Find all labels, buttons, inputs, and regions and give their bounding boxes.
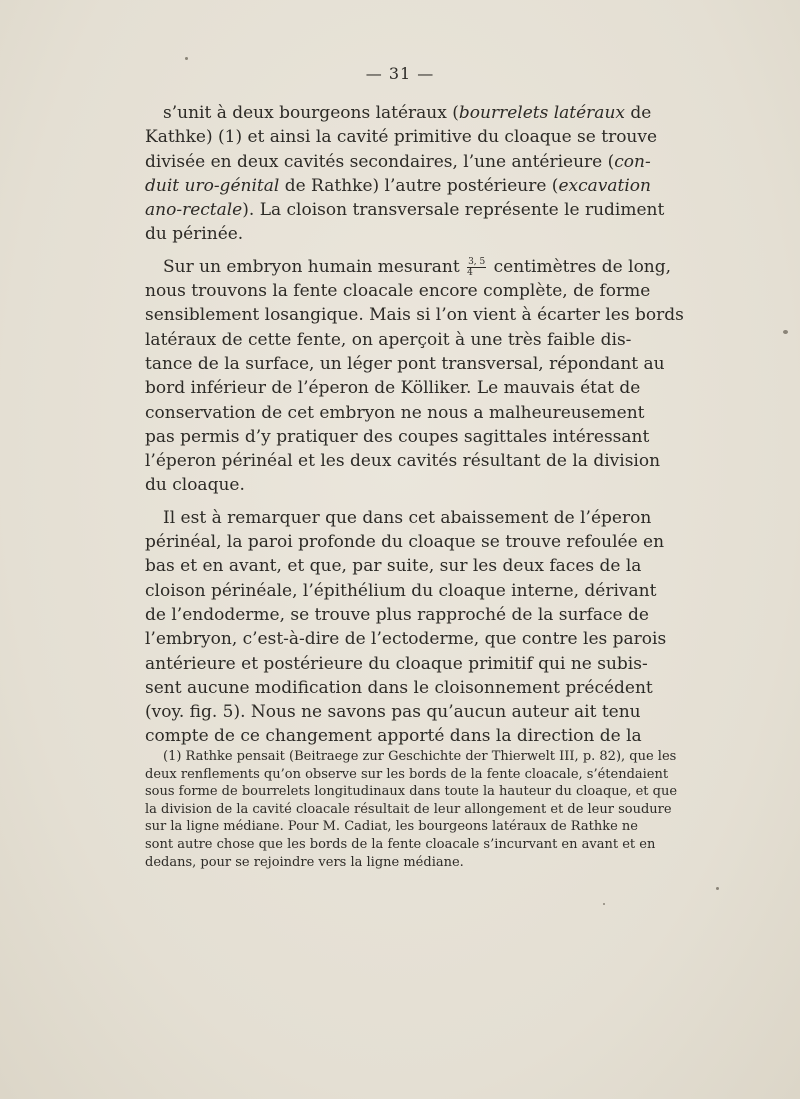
text-line: l’embryon, c’est-à-dire de l’ectoderme, que contre les parois [145, 629, 667, 650]
paragraph [145, 506, 667, 749]
paragraph [145, 255, 684, 498]
text-line: divisée en deux cavités secondaires, l’une antérieure (con- [145, 151, 651, 172]
paragraph-gap [145, 498, 617, 506]
footnote-line: sous forme de bourrelets longitudinaux dans toute la hauteur du cloaque, et que [145, 784, 678, 800]
footnote-line: deux renflements qu’on observe sur les bords de la fente cloacale, s’étendaient [145, 766, 669, 782]
paper-speck [783, 330, 788, 334]
text-line: nous trouvons la fente cloacale encore complète, de forme [145, 281, 651, 302]
paper-speck [603, 903, 605, 905]
italic-term: excavation [558, 175, 651, 196]
text-line: tance de la surface, un léger pont transversal, répondant au [145, 353, 665, 374]
text-line: Kathke) (1) et ainsi la cavité primitive du cloaque se trouve [145, 127, 658, 148]
text-line: du cloaque. [145, 475, 245, 496]
text-line: sent aucune modification dans le cloisonnement précédent [145, 677, 653, 698]
text-line: sensiblement losangique. Mais si l’on vient à écarter les bords [145, 305, 684, 326]
footnote-line: sont autre chose que les bords de la fente cloacale s’incurvant en avant et en [145, 836, 656, 852]
body-text [145, 101, 684, 749]
footnote-line: dedans, pour se rejoindre vers la ligne médiane. [145, 854, 464, 870]
text-line: ano-rectale). La cloison transversale représente le rudiment [145, 200, 665, 221]
italic-term: duit uro-génital [145, 175, 280, 196]
text-line: bord inférieur de l’éperon de Kölliker. Le mauvais état de [145, 378, 641, 399]
text-line: l’éperon périnéal et les deux cavités résultant de la division [145, 451, 661, 472]
italic-term: con- [614, 151, 651, 172]
fraction: $\frac{3, 5}{4}$ [467, 256, 486, 278]
paper-speck [185, 57, 188, 60]
text-line: latéraux de cette fente, on aperçoit à une très faible dis- [145, 329, 632, 350]
text-line: du périnée. [145, 224, 244, 245]
text-line: s’unit à deux bourgeons latéraux (bourrelets latéraux de [163, 103, 652, 123]
text-line: Il est à remarquer que dans cet abaissement de l’éperon [163, 507, 652, 528]
footnote-line: sur la ligne médiane. Pour M. Cadiat, les bourgeons latéraux de Rathke ne [145, 819, 638, 835]
paper-speck [716, 887, 719, 890]
text-line: conservation de cet embryon ne nous a malheureusement [145, 402, 645, 423]
text-line: duit uro-génital de Rathke) l’autre postérieure (excavation [145, 175, 651, 196]
text-line: compte de ce changement apporté dans la direction de la [145, 726, 642, 747]
text-line: de l’endoderme, se trouve plus rapproché de la surface de [145, 604, 649, 625]
footnote-line: la division de la cavité cloacale résultait de leur allongement et de leur soudure [145, 801, 672, 817]
text-line: pas permis d’y pratiquer des coupes sagittales intéressant [145, 426, 650, 447]
text-line: cloison périnéale, l’épithélium du cloaque interne, dérivant [145, 580, 657, 601]
paragraph-gap [145, 247, 617, 255]
paragraph [145, 101, 665, 247]
footnote [145, 748, 678, 871]
text-line: (voy. fig. 5). Nous ne savons pas qu’aucun auteur ait tenu [145, 702, 641, 723]
footnote-line: (1) Rathke pensait (Beitraege zur Geschichte der Thierwelt III, p. 82), que les [163, 749, 677, 764]
page-number: — 31 — [365, 64, 435, 83]
italic-term: bourrelets latéraux [458, 103, 625, 123]
italic-term: ano-rectale [145, 200, 243, 221]
text-line: périnéal, la paroi profonde du cloaque se trouve refoulée en [145, 532, 665, 553]
text-line: bas et en avant, et que, par suite, sur les deux faces de la [145, 556, 642, 577]
text-line: antérieure et postérieure du cloaque primitif qui ne subis- [145, 653, 648, 674]
text-line: Sur un embryon humain mesurant $\frac{3, 5}{4}$ centimètres de long, [163, 256, 672, 278]
